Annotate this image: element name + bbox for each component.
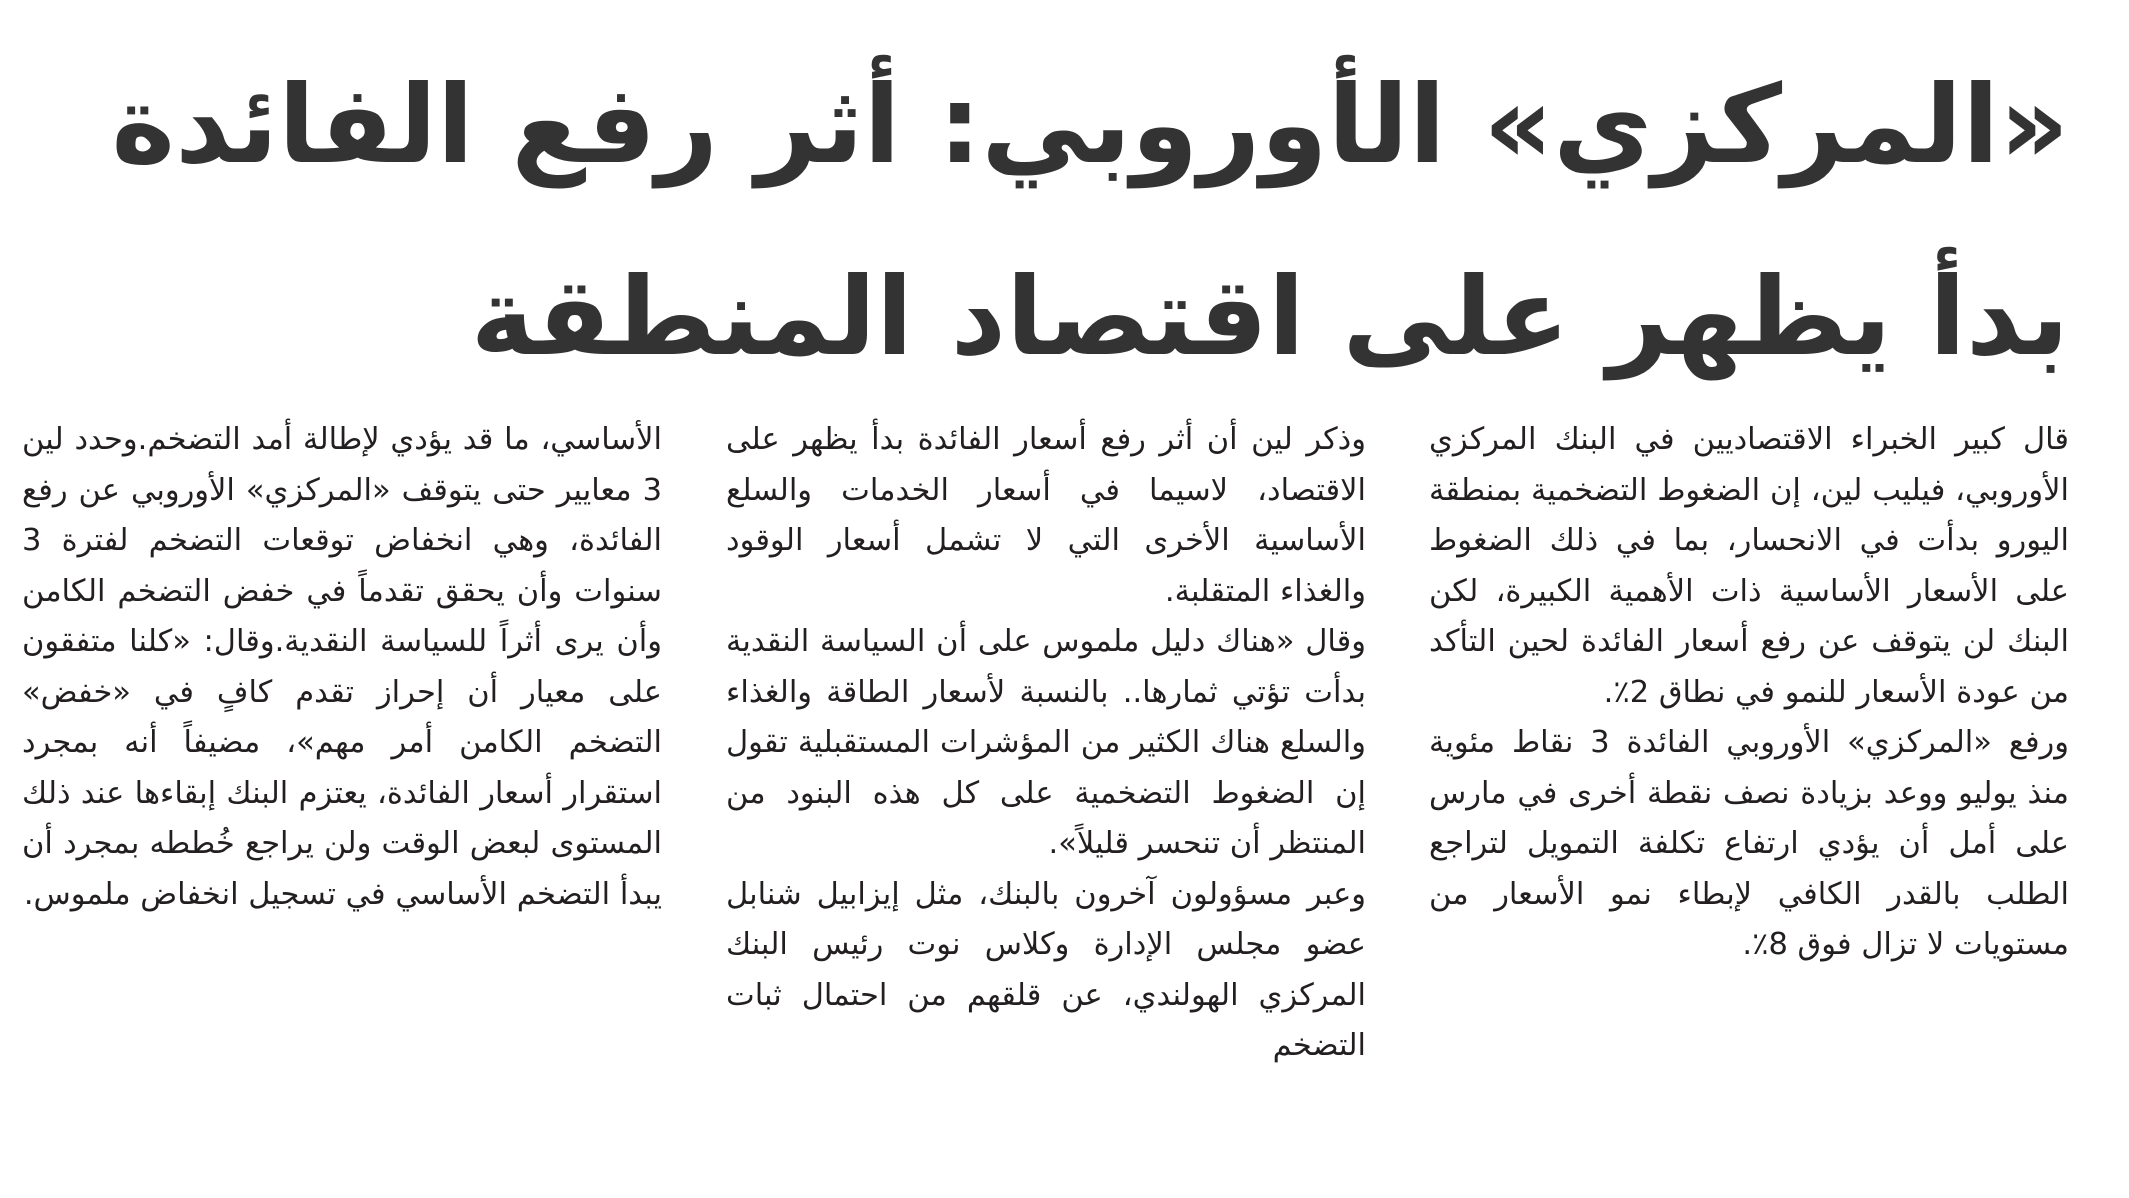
paragraph: الأساسي، ما قد يؤدي لإطالة أمد التضخم.وحدد لين 3 معايير حتى يتوقف «المركزي» الأوروبي عن رفع الفائدة، وهي انخفاض توقعات التضخم لفترة 3 سنوات وأن يحقق تقدماً في خفض التضخم الكامن وأن يرى أثراً للسياسة النقدية.وقال: «كلنا متفقون على معيار أن إحراز تقدم كافٍ في «خفض» التضخم الكامن أمر مهم»، مضيفاً أنه بمجرد استقرار أسعار الفائدة، يعتزم البنك إبقاءها عند ذلك المستوى لبعض الوقت ولن يراجع خُططه بمجرد أن يبدأ التضخم الأساسي في تسجيل انخفاض ملموس. xyxy=(22,422,662,912)
paragraph: وعبر مسؤولون آخرون بالبنك، مثل إيزابيل شنابل عضو مجلس الإدارة وكلاس نوت رئيس البنك المركزي الهولندي، عن قلقهم من احتمال ثبات التضخم xyxy=(726,876,1366,1063)
article-body xyxy=(22,415,2069,1155)
column-1 xyxy=(1429,415,2069,971)
headline-line-1: «المركزي» الأوروبي: أثر رفع الفائدة xyxy=(111,63,2069,188)
paragraph: وقال «هناك دليل ملموس على أن السياسة النقدية بدأت تؤتي ثمارها.. بالنسبة لأسعار الطاقة والغذاء والسلع هناك الكثير من المؤشرات المستقبلية تقول إن الضغوط التضخمية على كل هذه البنود من المنتظر أن تنحسر قليلاً». xyxy=(726,624,1366,861)
headline xyxy=(60,30,2069,414)
column-3 xyxy=(22,415,662,920)
paragraph: وذكر لين أن أثر رفع أسعار الفائدة بدأ يظهر على الاقتصاد، لاسيما في أسعار الخدمات والسلع الأساسية الأخرى التي لا تشمل أسعار الوقود والغذاء المتقلبة. xyxy=(726,422,1366,609)
column-2 xyxy=(726,415,1366,1072)
paragraph: ورفع «المركزي» الأوروبي الفائدة 3 نقاط مئوية منذ يوليو ووعد بزيادة نصف نقطة أخرى في مارس على أمل أن يؤدي ارتفاع تكلفة التمويل لتراجع الطلب بالقدر الكافي لإبطاء نمو الأسعار من مستويات لا تزال فوق 8٪. xyxy=(1429,725,2069,962)
paragraph: قال كبير الخبراء الاقتصاديين في البنك المركزي الأوروبي، فيليب لين، إن الضغوط التضخمية بمنطقة اليورو بدأت في الانحسار، بما في ذلك الضغوط على الأسعار الأساسية ذات الأهمية الكبيرة، لكن البنك لن يتوقف عن رفع أسعار الفائدة لحين التأكد من عودة الأسعار للنمو في نطاق 2٪. xyxy=(1429,422,2069,710)
headline-line-2: بدأ يظهر على اقتصاد المنطقة xyxy=(470,255,2069,380)
